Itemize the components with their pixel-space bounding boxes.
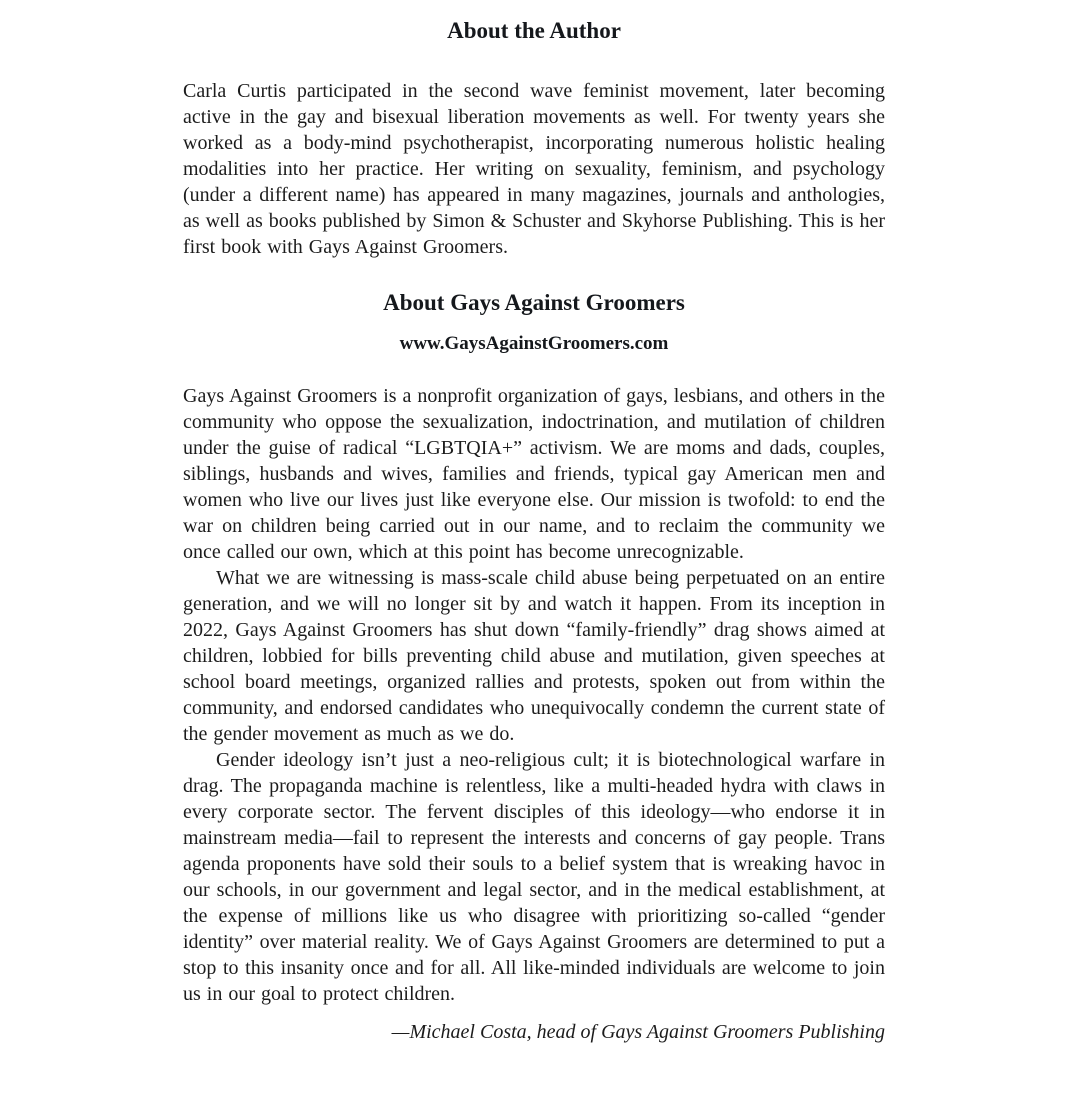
attribution-line: —Michael Costa, head of Gays Against Groomers Publishing [391, 1021, 885, 1043]
book-page [0, 16, 1080, 1045]
author-bio-paragraph: Carla Curtis participated in the second wave feminist movement, later becoming active in the gay and bisexual liberation movements as well. For twenty years she worked as a body-mind psychotherapist, incorporating numerous holistic healing modalities into her practice. Her writing on sexuality, feminism, and psychology (under a different name) has appeared in many magazines, journals and anthologies, as well as books published by Simon & Schuster and Skyhorse Publishing. This is her first book with Gays Against Groomers. [183, 80, 885, 258]
about-author-heading: About the Author [447, 18, 621, 43]
organization-paragraph-3: Gender ideology isn’t just a neo-religious cult; it is biotechnological warfare in drag. The propaganda machine is relentless, like a multi-headed hydra with claws in every corporate sector. The fervent disciples of this ideology—who endorse it in mainstream media—fail to represent the interests and concerns of gay people. Trans agenda proponents have sold their souls to a belief system that is wreaking havoc in our schools, in our government and legal sector, and in the medical establishment, at the expense of millions like us who disagree with prioritizing so-called “gender identity” over material reality. We of Gays Against Groomers are determined to put a stop to this insanity once and for all. All like-minded individuals are welcome to join us in our goal to protect children. [183, 749, 885, 1005]
about-organization-heading: About Gays Against Groomers [383, 290, 685, 315]
organization-paragraph-1: Gays Against Groomers is a nonprofit organization of gays, lesbians, and others in the community who oppose the sexualization, indoctrination, and mutilation of children under the guise of radical “LGBTQIA+” activism. We are moms and dads, couples, siblings, husbands and wives, families and friends, typical gay American men and women who live our lives just like everyone else. Our mission is twofold: to end the war on children being carried out in our name, and to reclaim the community we once called our own, which at this point has become unrecognizable. [183, 385, 885, 563]
organization-website-text: www.GaysAgainstGroomers.com [399, 333, 669, 354]
organization-paragraph-2: What we are witnessing is mass-scale child abuse being perpetuated on an entire generation, and we will no longer sit by and watch it happen. From its inception in 2022, Gays Against Groomers has shut down “family-friendly” drag shows aimed at children, lobbied for bills preventing child abuse and mutilation, given speeches at school board meetings, organized rallies and protests, spoken out from within the community, and endorsed candidates who unequivocally condemn the current state of the gender movement as much as we do. [183, 567, 885, 745]
